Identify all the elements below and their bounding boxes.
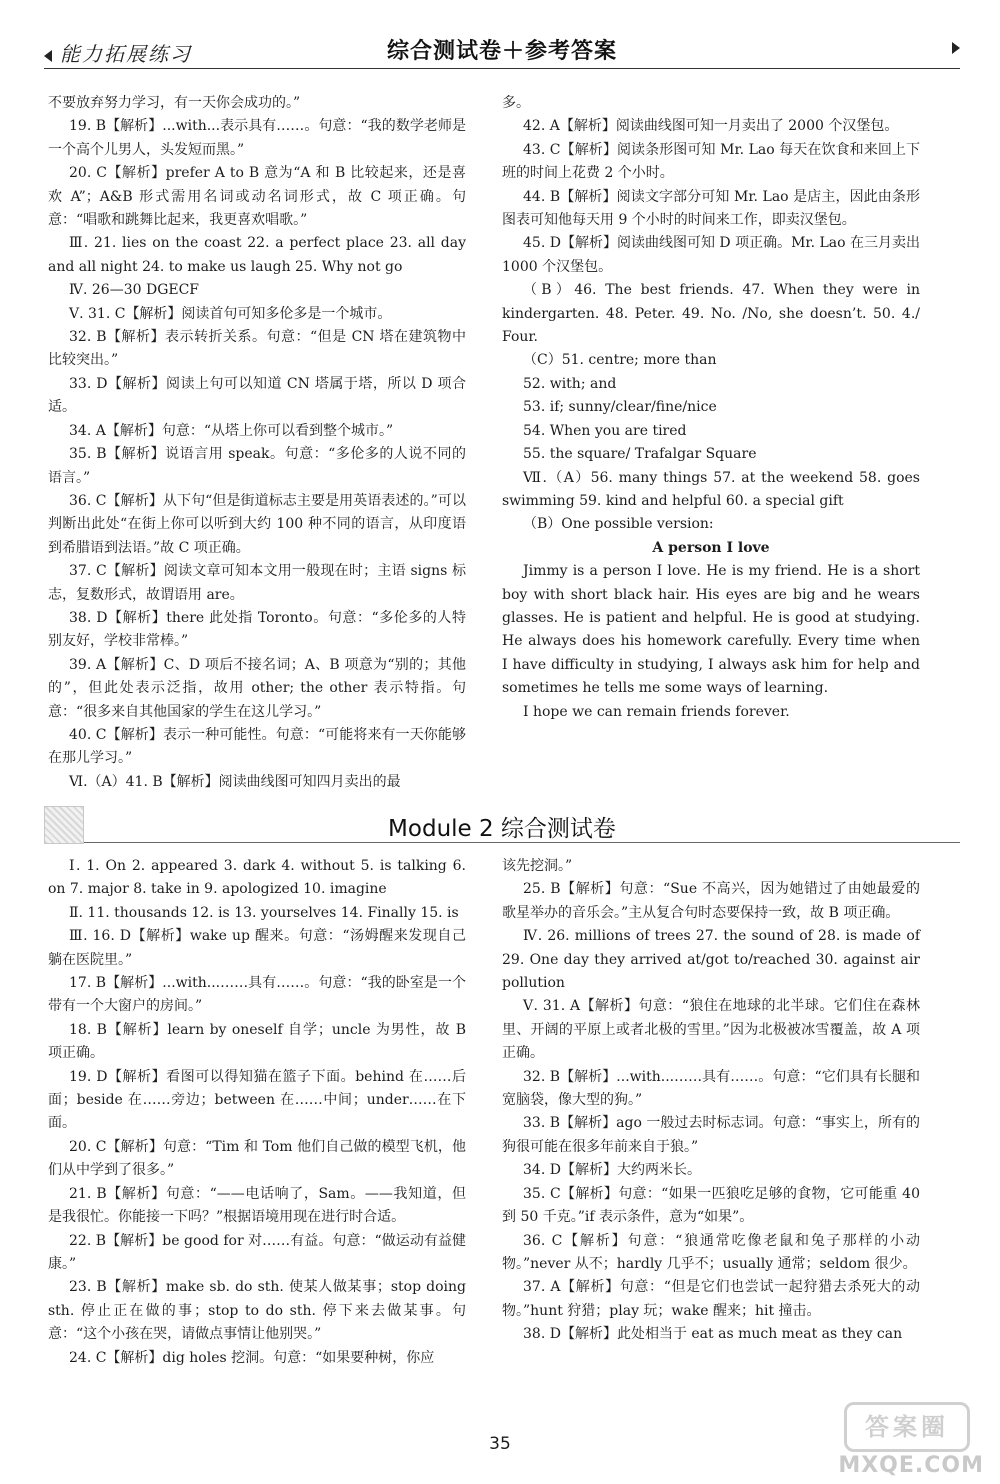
- answer-paragraph: 22. B【解析】be good for 对……有益。句意：“做运动有益健康。”: [48, 1232, 466, 1272]
- series-title-text: 能力拓展练习: [60, 42, 192, 66]
- answer-paragraph: 该先挖洞。”: [502, 858, 573, 874]
- answer-paragraph: 38. D【解析】此处相当于 eat as much meat as they can: [523, 1326, 903, 1343]
- answer-paragraph: 54. When you are tired: [523, 422, 687, 439]
- answer-paragraph: Ⅴ. 31. A【解析】句意：“狼住在地球的北半球。它们住在森林里、开阔的平原上或者北极的雪里。”因为北极被冰雪覆盖，故 A 项正确。: [502, 998, 920, 1062]
- top-right-column: [502, 92, 920, 724]
- answer-paragraph: （B）One possible version:: [523, 516, 714, 533]
- answer-paragraph: 19. B【解析】...with...表示具有……。句意：“我的数学老师是一个高个儿男人，头发短而黑。”: [48, 118, 466, 158]
- answer-paragraph: Ⅴ. 31. C【解析】阅读首句可知多伦多是一个城市。: [69, 305, 392, 322]
- answer-paragraph: 36. C【解析】句意：“狼通常吃像老鼠和兔子那样的小动物。”never 从不；hardly 几乎不；usually 通常；seldom 很少。: [502, 1232, 920, 1272]
- module-title: Module 2 综合测试卷: [388, 816, 616, 842]
- answer-paragraph: Ⅵ.（A）41. B【解析】阅读曲线图可知四月卖出的最: [69, 773, 401, 790]
- page-number: 35: [489, 1434, 511, 1454]
- essay-body: Jimmy is a person I love. He is my friend. He is a short boy with short black hair. His eyes are big and he wears glasses. He is patient and helpful. He is good at studying. He always does his homework carefully. Every time when I have difficulty in studying, I always ask him for help and sometimes he tells me some ways of learning.: [502, 563, 920, 697]
- answer-paragraph: 35. B【解析】说语言用 speak。句意：“多伦多的人说不同的语言。”: [48, 446, 466, 486]
- answer-paragraph: 42. A【解析】阅读曲线图可知一月卖出了 2000 个汉堡包。: [523, 118, 899, 135]
- answer-paragraph: 17. B【解析】...with...……具有……。句意：“我的卧室是一个带有一个大窗户的房间。”: [48, 975, 466, 1015]
- right-triangle-icon: [952, 42, 960, 54]
- answer-paragraph: 25. B【解析】句意：“Sue 不高兴，因为她错过了由她最爱的歌星举办的音乐会。”主从复合句时态要保持一致，故 B 项正确。: [502, 881, 920, 921]
- watermark-site: MXQE.COM: [838, 1453, 984, 1478]
- answer-paragraph: Ⅰ. 1. On 2. appeared 3. dark 4. without 5. is talking 6. on 7. major 8. take in 9. apologized 10. imagine: [48, 858, 466, 898]
- answer-paragraph: 34. D【解析】大约两米长。: [523, 1162, 701, 1179]
- answer-paragraph: 44. B【解析】阅读文字部分可知 Mr. Lao 是店主，因此由条形图表可知他每天用 9 个小时的时间来工作，即卖汉堡包。: [502, 188, 920, 229]
- bottom-left-column: [48, 855, 466, 1370]
- watermark-logo: [834, 1400, 984, 1478]
- answer-paragraph: Ⅲ. 21. lies on the coast 22. a perfect place 23. all day and all night 24. to make us laugh 25. Why not go: [48, 235, 466, 275]
- answer-paragraph: 24. C【解析】dig holes 挖洞。句意：“如果要种树，你应: [69, 1349, 435, 1366]
- header-rule: [44, 68, 960, 69]
- answer-paragraph: 36. C【解析】从下句“但是街道标志主要是用英语表述的。”可以判断出此处“在街上你可以听到大约 100 种不同的语言，从印度语到希腊语到法语。”故 C 项正确。: [48, 492, 466, 556]
- bottom-right-column: [502, 855, 920, 1347]
- answer-paragraph: 33. D【解析】阅读上句可以知道 CN 塔属于塔，所以 D 项合适。: [48, 375, 466, 416]
- answer-paragraph: （C）51. centre; more than: [523, 352, 717, 369]
- answer-paragraph: 55. the square/ Trafalgar Square: [523, 446, 757, 463]
- answer-paragraph: 43. C【解析】阅读条形图可知 Mr. Lao 每天在饮食和来回上下班的时间上花费 2 个小时。: [502, 141, 920, 182]
- answer-paragraph: 39. A【解析】C、D 项后不接名词；A、B 项意为“别的；其他的”，但此处表示泛指，故用 other; the other 表示特指。句意：“很多来自其他国家的学生在这儿学习。”: [48, 656, 466, 720]
- answer-paragraph: 32. B【解析】表示转折关系。句意：“但是 CN 塔在建筑物中比较突出。”: [48, 329, 466, 369]
- page-header: [44, 30, 960, 70]
- answer-paragraph: Ⅳ. 26—30 DGECF: [69, 282, 200, 299]
- answer-paragraph: Ⅱ. 11. thousands 12. is 13. yourselves 14. Finally 15. is: [69, 904, 459, 921]
- answer-paragraph: 不要放弃努力学习，有一天你会成功的。”: [48, 95, 301, 111]
- answer-paragraph: 32. B【解析】...with...……具有……。句意：“它们具有长腿和宽脑袋，像大型的狗。”: [502, 1068, 920, 1109]
- module-rule: [84, 842, 960, 843]
- answer-paragraph: Ⅳ. 26. millions of trees 27. the sound of 28. is made of 29. One day they arrived at/got to/reached 30. against air pollution: [502, 928, 920, 992]
- watermark-seal: 答案圈: [844, 1402, 970, 1452]
- module-title-bar: [44, 806, 960, 846]
- answer-paragraph: 33. B【解析】ago 一般过去时标志词。句意：“事实上，所有的狗很可能在很多年前来自于狼。”: [502, 1115, 920, 1155]
- answer-paragraph: 18. B【解析】learn by oneself 自学；uncle 为男性，故 B 项正确。: [48, 1021, 466, 1062]
- answer-paragraph: 20. C【解析】prefer A to B 意为“A 和 B 比较起来，还是喜欢 A”；A&B 形式需用名词或动名词形式，故 C 项正确。句意：“唱歌和跳舞比起来，我更喜欢唱歌。”: [48, 165, 466, 229]
- section-title: 综合测试卷＋参考答案: [386, 39, 617, 64]
- answer-paragraph: 40. C【解析】表示一种可能性。句意：“可能将来有一天你能够在那儿学习。”: [48, 726, 466, 767]
- answer-paragraph: Ⅶ.（A）56. many things 57. at the weekend 58. goes swimming 59. kind and helpful 60. a special gift: [502, 469, 920, 509]
- answer-paragraph: 23. B【解析】make sb. do sth. 使某人做某事；stop doing sth. 停止正在做的事；stop to do sth. 停下来去做某事。句意：“这个小孩在哭，请做点事情让他别哭。”: [48, 1279, 466, 1343]
- answer-paragraph: Ⅲ. 16. D【解析】wake up 醒来。句意：“汤姆醒来发现自己躺在医院里。”: [48, 928, 466, 968]
- top-left-column: [48, 92, 466, 794]
- answer-paragraph: 多。: [502, 95, 530, 111]
- answer-paragraph: 21. B【解析】句意：“——电话响了，Sam。——我知道，但是我很忙。你能接一下吗？”根据语境用现在进行时合适。: [48, 1185, 466, 1226]
- answer-paragraph: 37. A【解析】句意：“但是它们也尝试一起狩猎去杀死大的动物。”hunt 狩猎；play 玩；wake 醒来；hit 撞击。: [502, 1279, 920, 1319]
- answer-paragraph: 19. D【解析】看图可以得知猫在篮子下面。behind 在……后面；beside 在……旁边；between 在……中间；under……在下面。: [48, 1068, 466, 1132]
- answer-paragraph: 37. C【解析】阅读文章可知本文用一般现在时；主语 signs 标志，复数形式，故谓语用 are。: [48, 563, 466, 603]
- answer-paragraph: （B）46. The best friends. 47. When they were in kindergarten. 48. Peter. 49. No. /No, she doesn’t. 50. 4./ Four.: [502, 282, 920, 346]
- answer-paragraph: 53. if; sunny/clear/fine/nice: [523, 399, 717, 416]
- essay-title: A person I love: [652, 539, 770, 556]
- answer-paragraph: 35. C【解析】句意：“如果一匹狼吃足够的食物，它可能重 40 到 50 千克。”if 表示条件，意为“如果”。: [502, 1185, 920, 1226]
- answer-paragraph: 38. D【解析】there 此处指 Toronto。句意：“多伦多的人特别友好，学校非常棒。”: [48, 609, 466, 650]
- answer-paragraph: 52. with; and: [523, 375, 617, 392]
- answer-paragraph: 34. A【解析】句意：“从塔上你可以看到整个城市。”: [69, 422, 394, 439]
- answer-paragraph: 20. C【解析】句意：“Tim 和 Tom 他们自己做的模型飞机，他们从中学到了很多。”: [48, 1138, 466, 1179]
- answer-paragraph: 45. D【解析】阅读曲线图可知 D 项正确。Mr. Lao 在三月卖出 1000 个汉堡包。: [502, 235, 920, 275]
- essay-closing: I hope we can remain friends forever.: [523, 703, 790, 720]
